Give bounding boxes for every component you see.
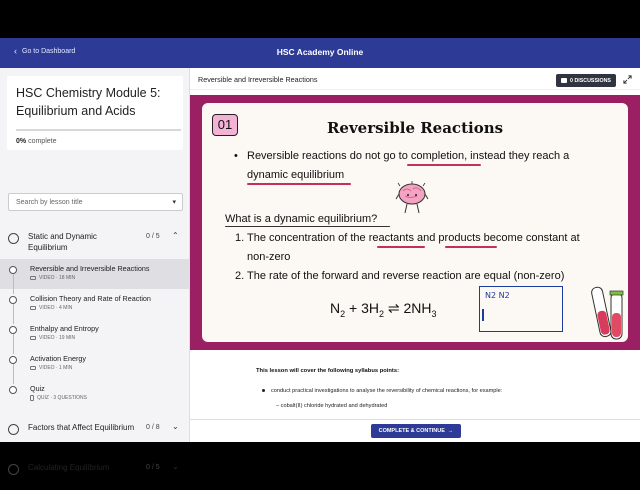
lesson-meta <box>30 395 87 401</box>
progress-label: complete <box>28 138 57 145</box>
lesson-meta <box>30 365 72 371</box>
lesson-item-enthalpy-entropy[interactable] <box>0 319 190 349</box>
caret-down-icon: ▾ <box>172 199 176 206</box>
back-label: Go to Dashboard <box>22 48 76 55</box>
section-count: 0 / 5 <box>146 233 160 240</box>
slide-bullet-line2: dynamic equilibrium <box>247 169 345 181</box>
lesson-title: Collision Theory and Rate of Reaction <box>30 294 151 303</box>
lesson-meta <box>30 275 75 281</box>
video-icon <box>30 336 36 340</box>
lesson-meta-text: VIDEO · 19 MIN <box>39 335 76 341</box>
syllabus-point-text: conduct practical investigations to analyse the reversibility of chemical reactions, for example: <box>271 388 503 394</box>
lesson-meta-text: VIDEO · 1 MIN <box>39 365 73 371</box>
underline-completion <box>407 164 481 166</box>
lesson-status-icon <box>9 356 17 364</box>
lesson-heading: Reversible and Irreversible Reactions <box>198 75 318 84</box>
lesson-meta-text: QUIZ · 3 QUESTIONS <box>37 395 88 401</box>
underline-reactants <box>377 246 425 248</box>
section-status-icon <box>8 424 19 435</box>
video-player[interactable] <box>190 95 640 350</box>
video-icon <box>30 276 36 280</box>
lesson-slide <box>202 103 628 342</box>
quiz-icon <box>30 395 34 401</box>
slide-question: What is a dynamic equilibrium? <box>225 213 378 225</box>
section-status-icon <box>8 464 19 475</box>
lesson-status-icon <box>9 266 17 274</box>
slide-point2: 2. The rate of the forward and reverse reaction are equal (non-zero) <box>235 270 565 282</box>
app-frame <box>0 38 640 472</box>
section-static-dynamic-equilibrium[interactable] <box>0 229 190 259</box>
underline-dynamic-equilibrium <box>247 183 351 185</box>
section-title: Calculating Equilibrium <box>28 463 110 472</box>
lesson-title: Activation Energy <box>30 354 86 363</box>
expand-icon[interactable] <box>623 75 632 84</box>
lesson-item-activation-energy[interactable] <box>0 349 190 379</box>
content-header <box>190 68 640 90</box>
chevron-down-icon: ⌄ <box>172 422 179 431</box>
progress-percent: 0% <box>16 138 27 145</box>
video-icon <box>30 366 36 370</box>
section-factors-affect-equilibrium[interactable] <box>0 420 190 450</box>
handwritten-notes: N2 N2 <box>485 291 510 300</box>
course-title: HSC Chemistry Module 5: Equilibrium and Acids <box>16 86 161 118</box>
section-count: 0 / 5 <box>146 464 160 471</box>
course-sidebar <box>0 68 190 472</box>
lesson-content <box>190 68 640 442</box>
video-icon <box>30 306 36 310</box>
complete-label: COMPLETE & CONTINUE <box>378 428 445 434</box>
complete-and-continue-button[interactable] <box>371 424 461 438</box>
discussions-label: 0 DISCUSSIONS <box>570 77 611 84</box>
lesson-meta <box>30 335 75 341</box>
lesson-status-icon <box>9 296 17 304</box>
lesson-footer <box>190 419 640 442</box>
section-title: Static and Dynamic Equilibrium <box>28 232 97 252</box>
syllabus-point <box>262 388 502 394</box>
underline-products <box>445 246 497 248</box>
test-tubes-illustration-icon <box>591 283 627 341</box>
lesson-item-collision-theory[interactable] <box>0 289 190 319</box>
lesson-title: Enthalpy and Entropy <box>30 324 99 333</box>
slide-title: Reversible Reactions <box>326 119 504 137</box>
chevron-left-icon: ‹ <box>14 46 17 56</box>
lesson-title: Quiz <box>30 384 45 393</box>
syllabus-section <box>256 368 616 409</box>
lesson-meta-text: VIDEO · 18 MIN <box>39 275 76 281</box>
syllabus-subpoint: – cobalt(II) chloride hydrated and dehydrated <box>276 403 388 409</box>
handwritten-mark <box>482 309 484 321</box>
discussions-button[interactable] <box>556 74 616 87</box>
lesson-item-reversible-reactions[interactable] <box>0 259 190 289</box>
slide-point1-line2: non-zero <box>247 251 291 263</box>
slide-bullet-line1: Reversible reactions do not go to completion, instead they reach a <box>247 150 570 162</box>
lesson-status-icon <box>9 326 17 334</box>
section-status-icon <box>8 233 19 244</box>
lesson-meta <box>30 305 72 311</box>
section-calculating-equilibrium[interactable] <box>0 460 190 490</box>
course-card <box>7 76 183 150</box>
chat-icon <box>561 78 567 83</box>
lesson-title: Reversible and Irreversible Reactions <box>30 264 150 273</box>
slide-number: 01 <box>212 114 238 136</box>
handwritten-box <box>479 286 563 332</box>
arrow-right-icon: → <box>447 428 454 434</box>
slide-bullet-dot: • <box>234 150 238 162</box>
chevron-up-icon: ⌃ <box>172 231 179 240</box>
lesson-item-quiz[interactable] <box>0 379 190 409</box>
top-bar <box>0 38 640 68</box>
section-title: Factors that Affect Equilibrium <box>28 423 135 432</box>
progress-text <box>16 138 56 145</box>
bullet-dot <box>262 389 265 392</box>
search-placeholder: Search by lesson title <box>16 199 83 206</box>
lesson-search-select[interactable] <box>8 193 183 211</box>
underline-question <box>225 226 390 227</box>
section-count: 0 / 8 <box>146 424 160 431</box>
chevron-down-icon: ⌄ <box>172 462 179 471</box>
slide-point1-line1: 1. The concentration of the reactants and products become constant at <box>235 232 580 244</box>
app-title: HSC Academy Online <box>276 47 364 57</box>
reaction-equation: $N_2 + 3H_2$ ⇌ $2NH_3$ <box>330 300 437 319</box>
progress-bar <box>16 129 181 131</box>
lesson-status-icon <box>9 386 17 394</box>
syllabus-intro: This lesson will cover the following syllabus points: <box>256 368 400 374</box>
brain-illustration-icon <box>395 181 429 217</box>
lesson-meta-text: VIDEO · 4 MIN <box>39 305 73 311</box>
